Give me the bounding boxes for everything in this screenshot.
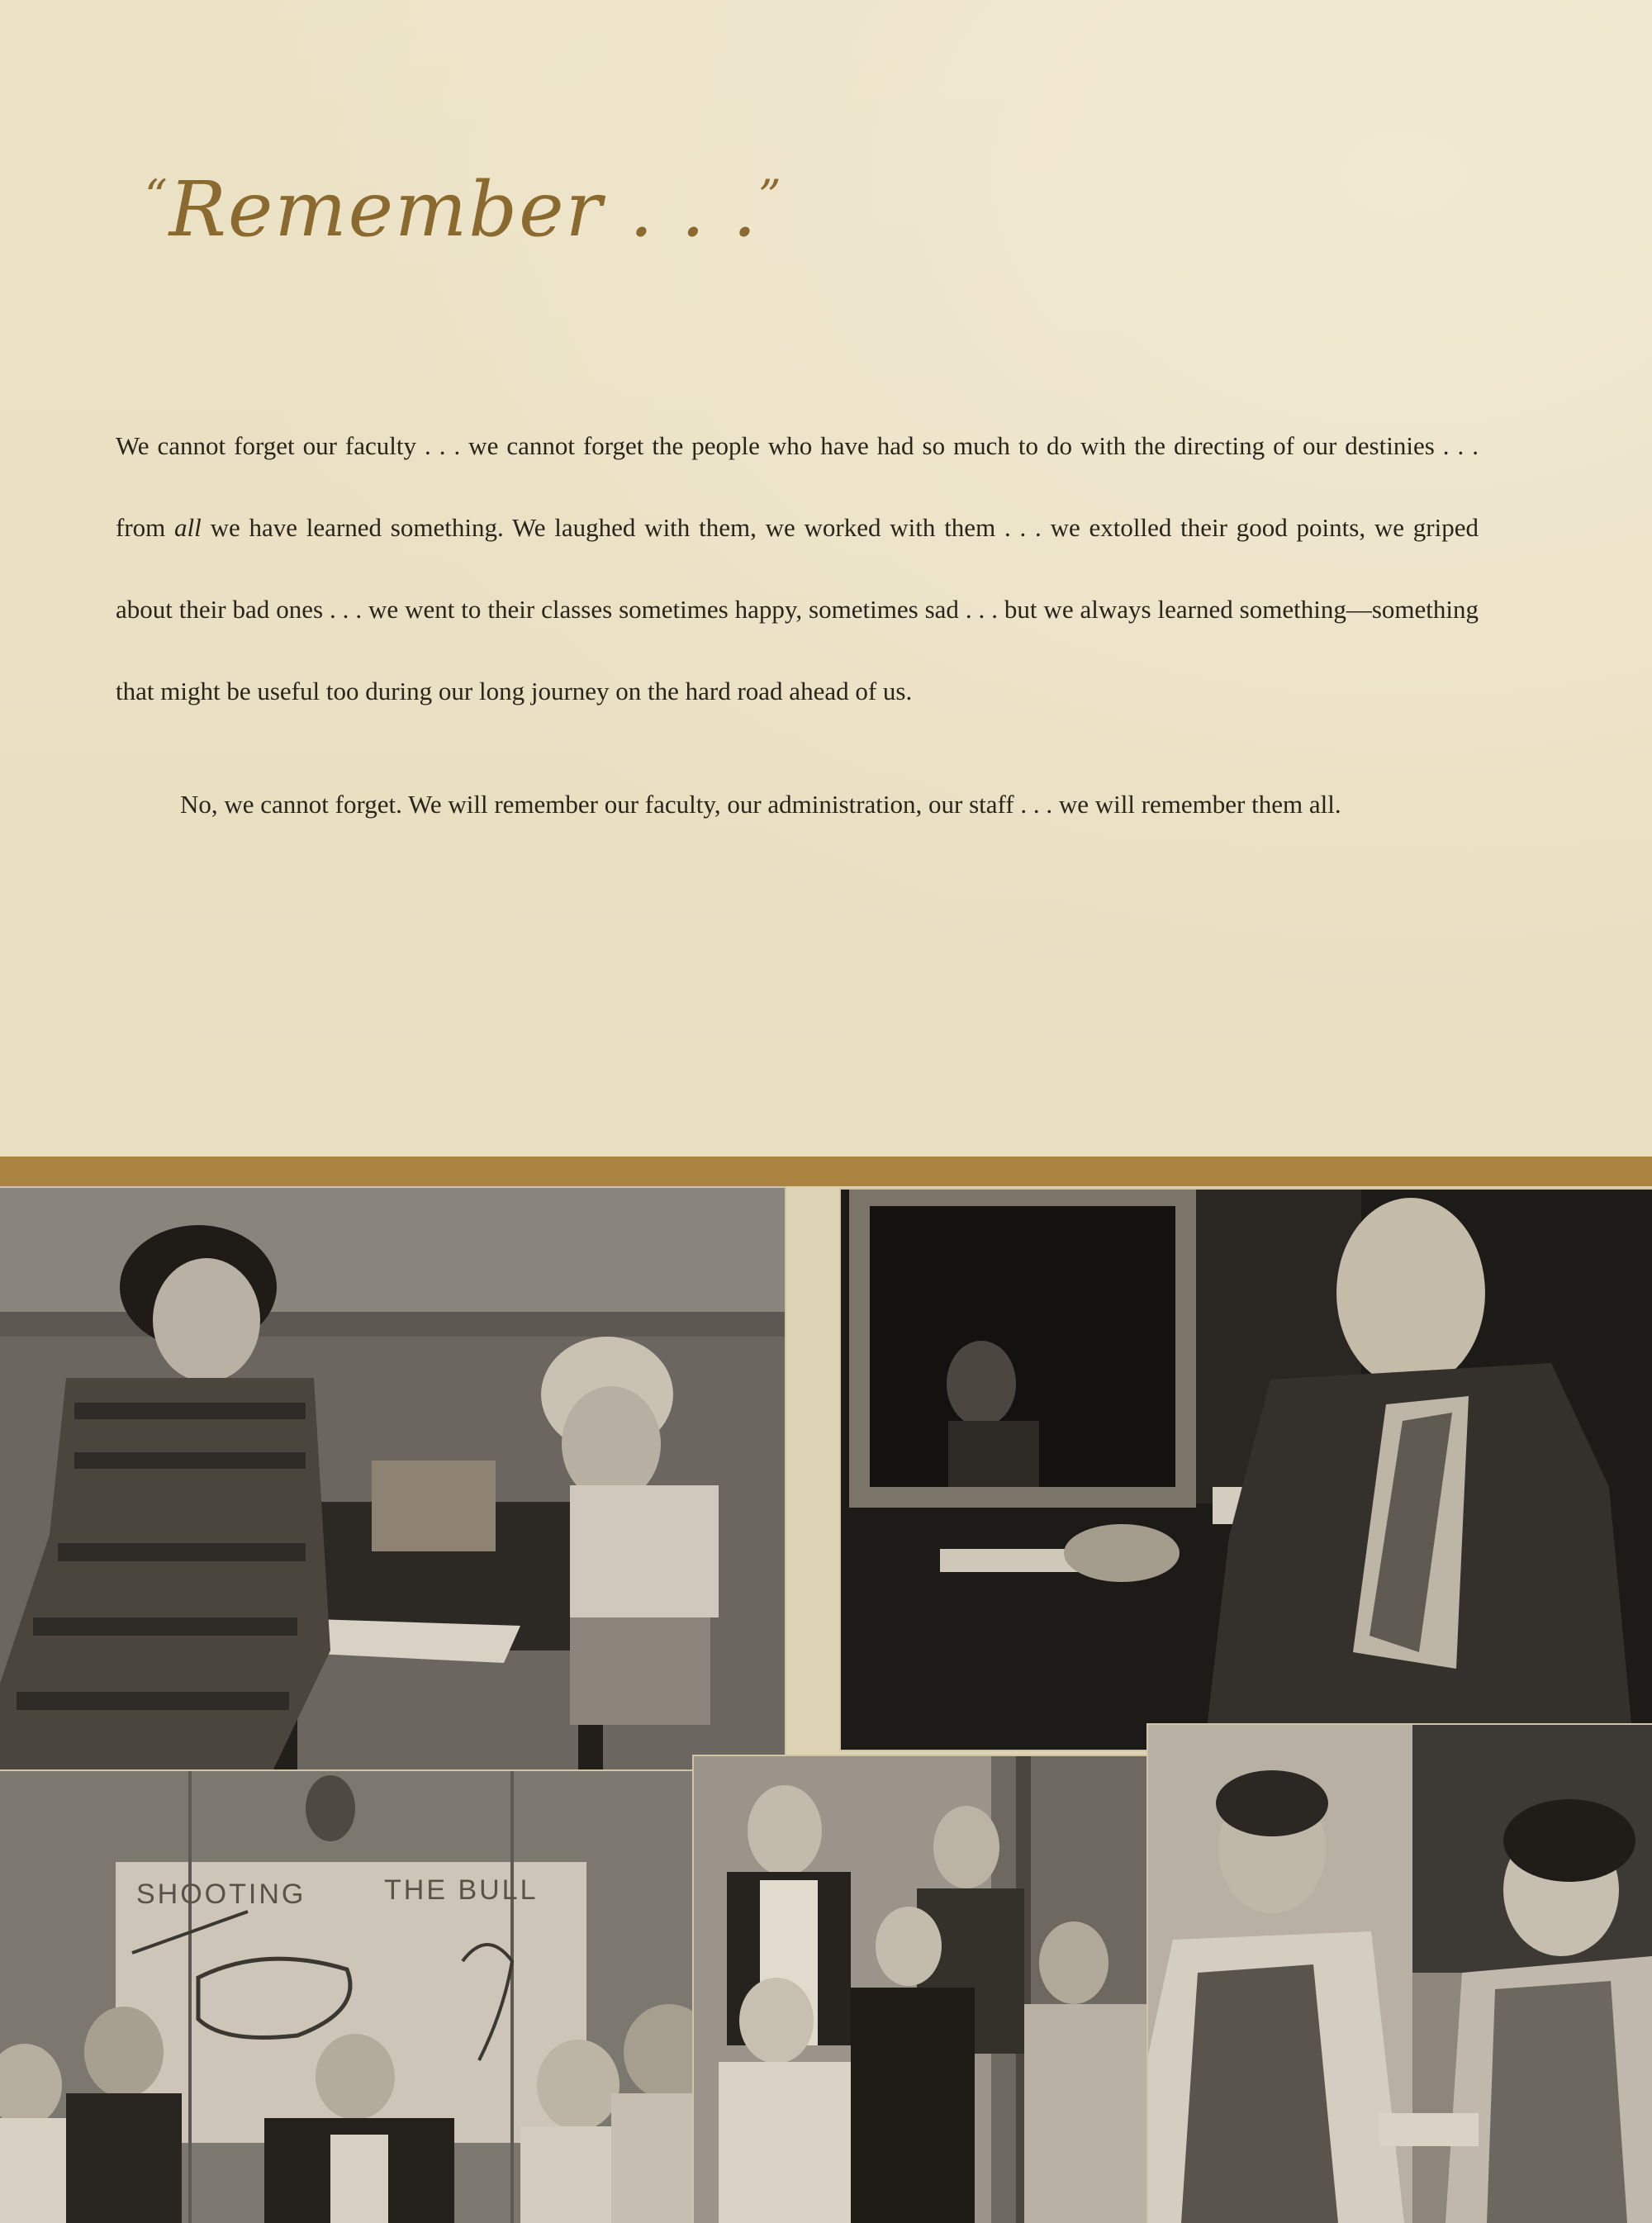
close-quote: ” (758, 170, 783, 222)
open-quote: “ (145, 170, 169, 222)
gold-divider-band (0, 1157, 1652, 1186)
page-title (145, 165, 783, 254)
paragraph-1-part-a: We cannot forget our faculty . . . we cannot forget the people who have had so much to do with the directing of our destinies . . . from (116, 431, 1479, 542)
paragraph-2: No, we cannot forget. We will remember our faculty, our administration, our staff . . . we will remember them all. (180, 790, 1341, 819)
sign-label-left: SHOOTING (136, 1879, 306, 1910)
photo-teacher-with-child (0, 1188, 785, 1771)
photo-man-with-portrait (841, 1190, 1652, 1750)
paragraph-1 (116, 405, 1479, 732)
sign-label-right: THE BULL (384, 1874, 539, 1906)
photo-shop-instructor (1148, 1725, 1652, 2223)
photo-shooting-the-bull (0, 1771, 710, 2223)
photo-faculty-gathering (694, 1756, 1156, 2223)
title-text: Remember . . . (169, 165, 759, 254)
body-text (116, 405, 1479, 845)
paragraph-1-emphasis: all (174, 513, 202, 542)
photo-collage (0, 1186, 1652, 2223)
paragraph-1-part-b: we have learned something. We laughed with them, we worked with them . . . we extolled their good points, we griped about their bad ones . . . we went to their classes sometimes happy, sometimes sad . . . but we always learned something—something that might be useful too during our long journey on the hard road ahead of us. (116, 513, 1479, 705)
